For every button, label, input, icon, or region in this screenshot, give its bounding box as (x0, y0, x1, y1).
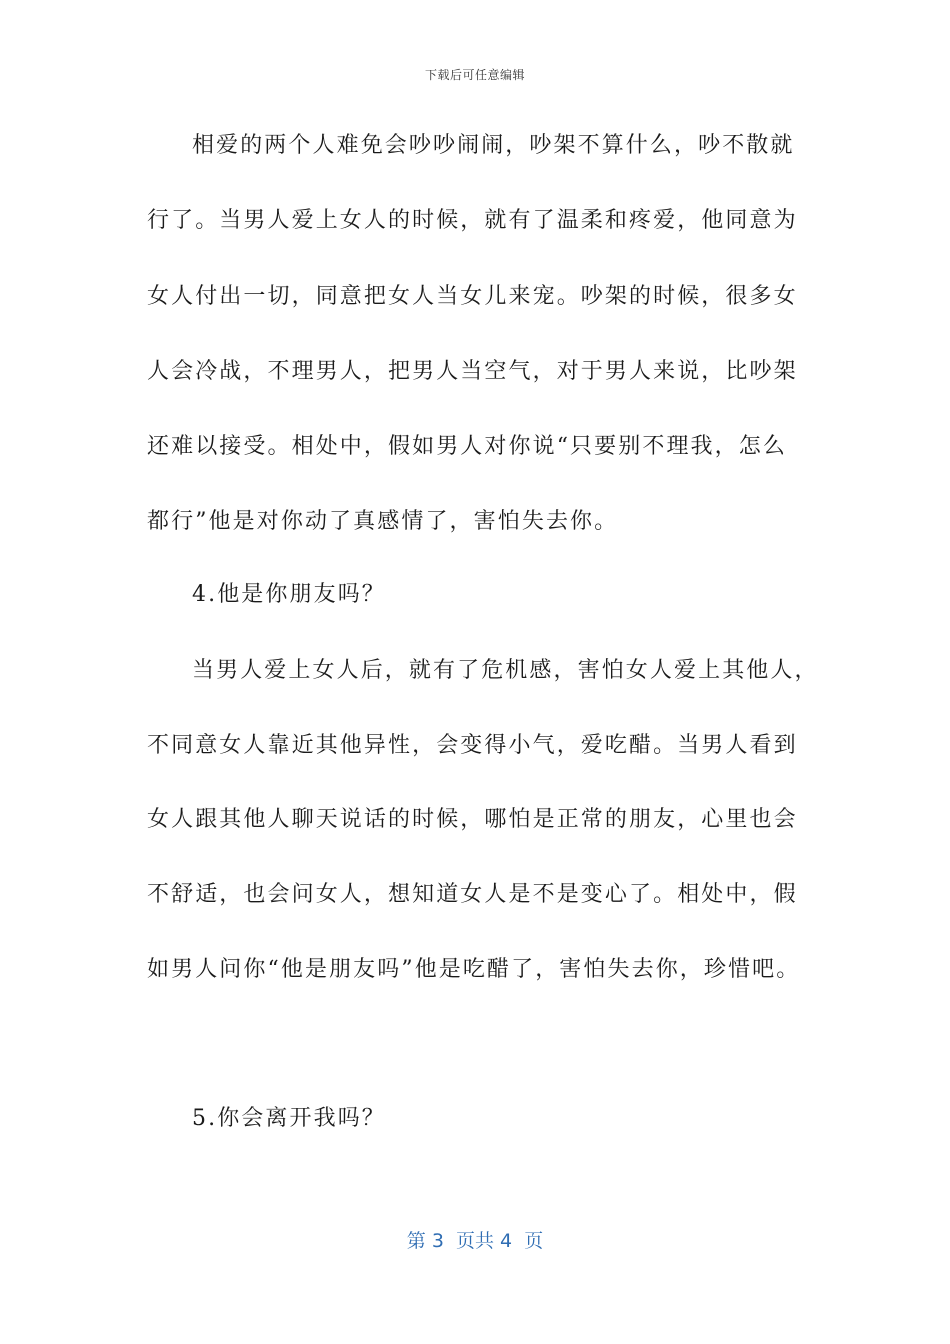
paragraph-line: 不同意女人靠近其他异性，会变得小气，爱吃醋。当男人看到 (147, 733, 798, 758)
section-heading: 5.你会离开我吗？ (192, 1106, 386, 1131)
page-number-footer: 第 3 页共 4 页 (406, 1230, 544, 1252)
paragraph-line: 还难以接受。相处中，假如男人对你说“只要别不理我，怎么 (147, 434, 787, 459)
page-header-note: 下载后可任意编辑 (424, 68, 525, 82)
paragraph-line: 行了。当男人爱上女人的时候，就有了温柔和疼爱，他同意为 (147, 208, 798, 233)
paragraph-line: 人会冷战，不理男人，把男人当空气，对于男人来说，比吵架 (147, 359, 798, 384)
paragraph-line: 如男人问你“他是朋友吗”他是吃醋了，害怕失去你，珍惜吧。 (147, 957, 801, 982)
section-heading: 4.他是你朋友吗？ (192, 582, 386, 607)
paragraph-line: 都行”他是对你动了真感情了，害怕失去你。 (147, 509, 619, 534)
paragraph-line: 相爱的两个人难免会吵吵闹闹，吵架不算什么，吵不散就 (192, 133, 795, 158)
paragraph-line: 女人跟其他人聊天说话的时候，哪怕是正常的朋友，心里也会 (147, 807, 798, 832)
paragraph-line: 不舒适，也会问女人，想知道女人是不是变心了。相处中，假 (147, 882, 798, 907)
paragraph-line: 女人付出一切，同意把女人当女儿来宠。吵架的时候，很多女 (147, 284, 798, 309)
paragraph-line: 当男人爱上女人后，就有了危机感，害怕女人爱上其他人， (192, 658, 819, 683)
